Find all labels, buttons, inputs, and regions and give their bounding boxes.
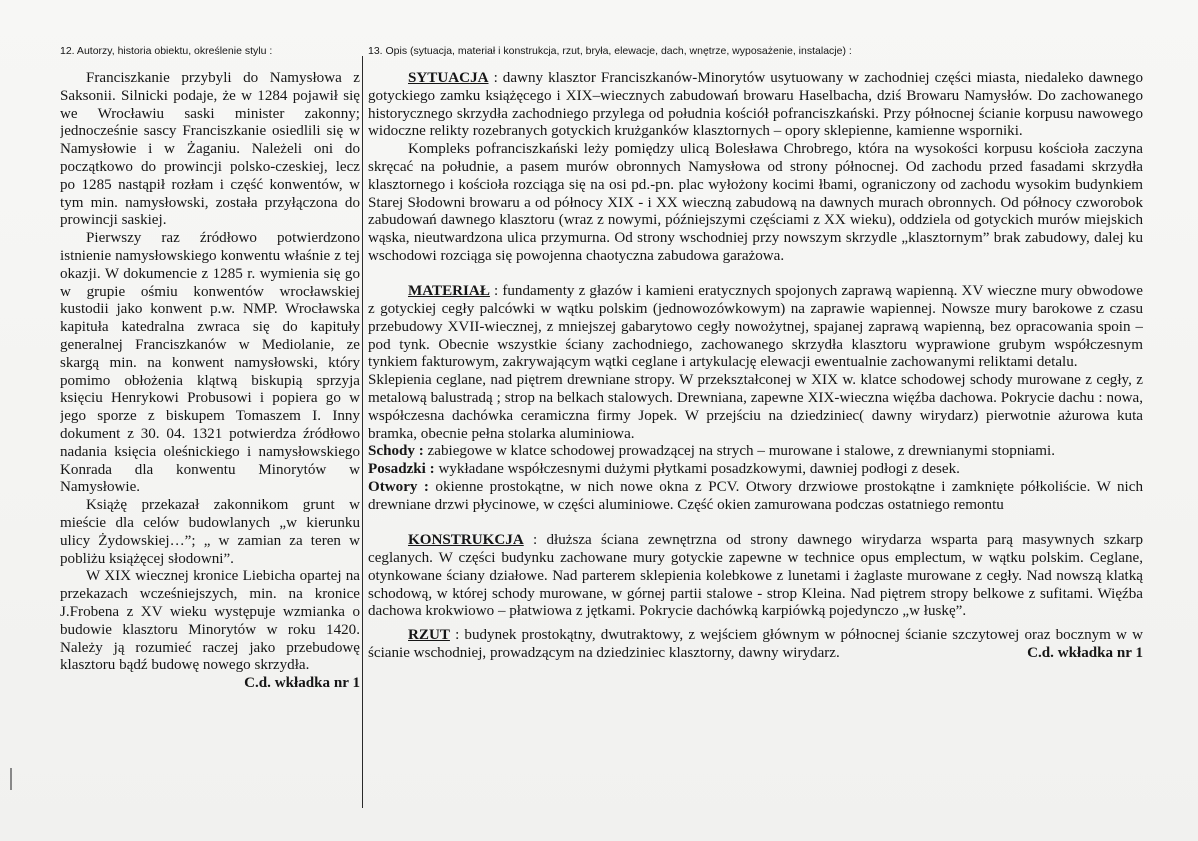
continuation-reference: C.d. wkładka nr 1	[244, 675, 360, 692]
material-text: : fundamenty z głazów i kamieni eratycznych spojonych zaprawą wapienną. XV wieczne mury obwodowe z gotyckiej cegły palcówki w wątku polskim (jednowozówkowym) na zaprawie wapiennej. Nowsze mury barokowe z czasu przebudowy XVII-wiecznej, z mniejszej gabarytowo cegły nowożytnej, spajanej zaprawą wapienną, bez opracowania spoin – pod tynk. Obecnie wszystkie ściany zachodniego, zachowanego skrzydła klasztoru wyprawione grubym współczesnym tynkiem fakturowym, zakrywającym wątki ceglane i artykulację elewacji ewentualnie zachowanymi reliktami detalu.	[368, 283, 1143, 371]
otwory-text: okienne prostokątne, w nich nowe okna z PCV. Otwory drzwiowe prostokątne i zamknięte półkoliście. W nich drewniane drzwi płycinowe, w części aluminiowe. Część okien zamurowana podczas ostatniego remontu	[368, 479, 1143, 513]
material-paragraph-2: Sklepienia ceglane, nad piętrem drewniane stropy. W przekształconej w XIX w. klatce schodowej schody murowane z cegły, z metalową balustradą ; strop na belkach stalowych. Drewniana, zapewne XIX-wieczna więźba dachowa. Pokrycie dachu : nowa, współczesna dachówka ceramiczna firmy Jopek. W przejściu na dziedziniec( dawny wirydarz) pierwotnie ażurowa kuta bramka, obecnie pełna stolarka aluminiowa.	[368, 372, 1143, 442]
history-column	[60, 44, 360, 804]
sytuacja-paragraph-2: Kompleks pofranciszkański leży pomiędzy ulicą Bolesława Chrobrego, która na wysokości korpusu kościoła zaczyna skręcać na południe, a pasem murów obronnych Namysłowa od strony północnej. Od zachodu przed fasadami skrzydła klasztornego i kościoła rozciąga się na osi pd.-pn. plac wyłożony kocimi łbami, ograniczony od zachodu wysokim budynkiem Starej Słodowni browaru a od północy XIX - i XX wieczną zabudową na dawnych murach obronnych. Od północy czworobok zabudowań dawnego klasztoru (wraz z nowymi, późniejszymi częściami z XX wieku), oddziela od gotyckich murów miejskich wąska, nieutwardzona ulica przymurna. Od strony wschodniej przy nowszym skrzydle „klasztornym” brak zabudowy, dalej ku wschodowi rozciąga się powojenna chaotyczna zabudowa garażowa.	[368, 141, 1143, 264]
rzut-paragraph	[368, 627, 1143, 663]
scan-mark	[10, 768, 12, 790]
section-title-sytuacja: SYTUACJA	[408, 70, 489, 86]
history-paragraph	[60, 568, 360, 692]
schody-paragraph	[368, 443, 1143, 461]
sytuacja-paragraph	[368, 70, 1143, 141]
history-heading: 12. Autorzy, historia obiektu, określenie stylu :	[60, 45, 273, 57]
material-paragraph	[368, 283, 1143, 372]
label-posadzki: Posadzki :	[368, 461, 435, 478]
label-schody: Schody :	[368, 443, 424, 460]
posadzki-paragraph	[368, 461, 1143, 479]
sytuacja-text: : dawny klasztor Franciszkanów-Minorytów usytuowany w zachodniej części miasta, niedaleko dawnego gotyckiego zamku książęcego i XIX–wiecznych zabudowań browaru Haselbacha, dziś Browaru Namysłów. Do zachowanego historycznego skrzydła zachodniego przylega od południa kościół pofranciszkański. Przy północnej ścianie korpusu nawowego widoczne relikty rozebranych gotyckich krużganków klasztornych – opory sklepienne, kamienne wsporniki.	[368, 70, 1143, 140]
section-title-konstrukcja: KONSTRUKCJA	[408, 532, 524, 549]
konstrukcja-paragraph	[368, 532, 1143, 621]
section-title-rzut: RZUT	[408, 627, 450, 644]
label-otwory: Otwory :	[368, 479, 429, 496]
column-divider	[362, 56, 363, 808]
history-paragraph: Książę przekazał zakonnikom grunt w mieście dla celów budowlanych „w kierunku ulicy Żydowskiej…”; „ w zamian za teren w pobliżu książęcej słodowni”.	[60, 497, 360, 567]
section-title-material: MATERIAŁ	[408, 283, 490, 300]
history-paragraph-text: W XIX wiecznej kronice Liebicha opartej na przekazach wcześniejszych, min. na kronice J.Frobena z XV wieku występuje wzmianka o budowie klasztoru Minorytów w roku 1420. Należy ją rozumieć raczej jako przebudowę klasztoru bądź budowę nowego skrzydła.	[60, 568, 360, 674]
continuation-reference: C.d. wkładka nr 1	[1027, 644, 1143, 661]
description-heading: 13. Opis (sytuacja, materiał i konstrukcja, rzut, bryła, elewacje, dach, wnętrze, wyposażenie, instalacje) :	[368, 45, 852, 57]
rzut-text: : budynek prostokątny, dwutraktowy, z wejściem głównym w północnej ścianie szczytowej oraz bocznym w w ścianie wschodniej, prowadzącym na dziedziniec klasztorny, dawny wirydarz.	[368, 627, 1143, 661]
history-paragraph: Franciszkanie przybyli do Namysłowa z Saksonii. Silnicki podaje, że w 1284 pojawił się we Wrocławiu saski minister zakonny; jednocześnie sascy Franciszkanie osiedlili się w Namysłowie i w Żaganiu. Należeli oni do początkowo do prowincji polsko-czeskiej, lecz po 1285 nastąpił rozłam i część konwentów, w tym min. namysłowski, została przyłączona do prowincji saskiej.	[60, 70, 360, 229]
schody-text: zabiegowe w klatce schodowej prowadzącej na strych – murowane i stalowe, z drewnianymi stopniami.	[423, 443, 1055, 460]
konstrukcja-text: : dłuższa ściana zewnętrzna od strony dawnego wirydarza wsparta parą masywnych szkarp ceglanych. W części budynku zachowane mury gotyckie zapewne w technice opus emplectum, w wątku polskim. Ceglane, otynkowane ściany działowe. Nad parterem sklepienia kolebkowe z lunetami i żaglaste murowane z cegły. Nad nowszą klatką schodową, w której schody murowane, w górnej partii stalowe - strop Kleina. Nad piętrem stropy belkowe z sufitami. Więźba dachowa krokwiowo – płatwiowa z jętkami. Pokrycie dachówką karpiówką pojedynczo „w łuskę”.	[368, 532, 1143, 620]
history-paragraph: Pierwszy raz źródłowo potwierdzono istnienie namysłowskiego konwentu właśnie z tej okazji. W dokumencie z 1285 r. wymienia się go w grupie ośmiu konwentów wrocławskiej kustodii jako konwent p.w. NMP. Wrocławska kapituła katedralna zwraca się do kapituły generalnej Franciszkanów w Mediolanie, ze skargą min. na konwent namysłowski, który pomimo obłożenia klątwą biskupią sprzyja księciu Henrykowi Probusowi i popiera go w jego sporze z biskupem Tomaszem I. Inny dokument z 30. 04. 1321 potwierdza źródłowo nadania księcia oleśnickiego i namysłowskiego Konrada dla konwentu Minorytów w Namysłowie.	[60, 230, 360, 496]
posadzki-text: wykładane współczesnymi dużymi płytkami posadzkowymi, dawniej podłogi z desek.	[434, 461, 960, 478]
description-column	[368, 44, 1143, 804]
otwory-paragraph	[368, 479, 1143, 515]
